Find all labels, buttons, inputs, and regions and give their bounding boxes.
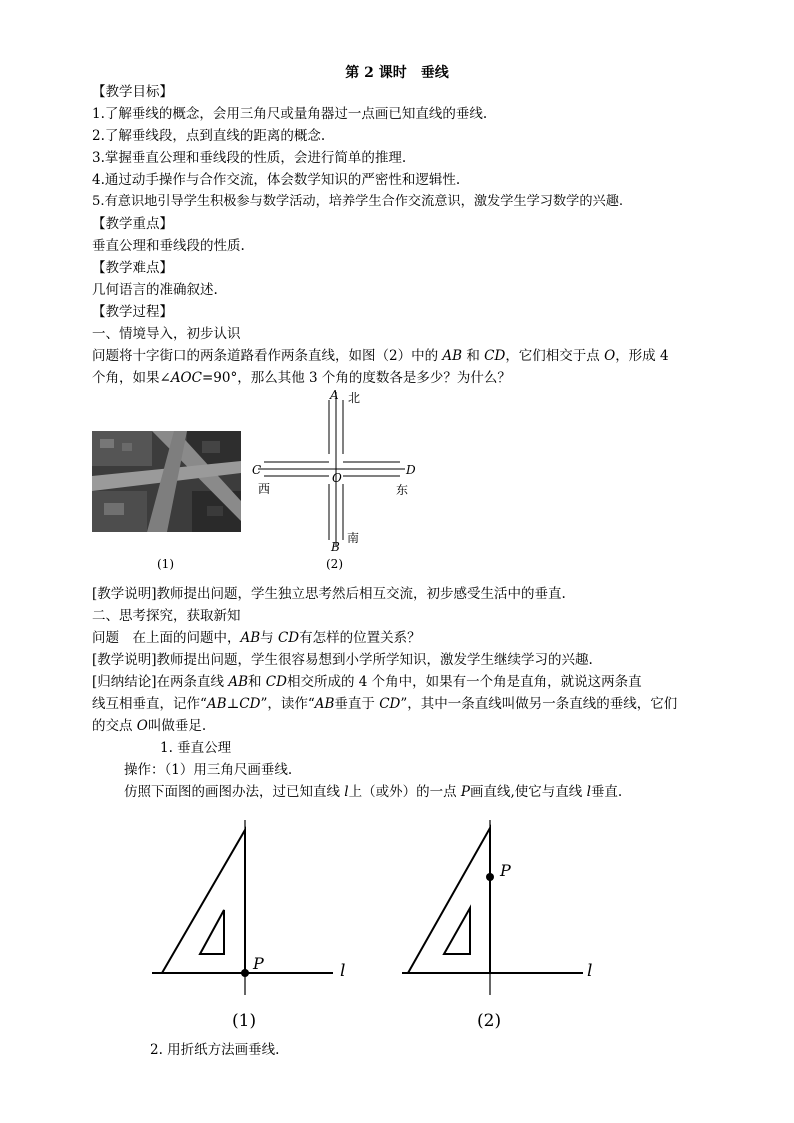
- label-o: O: [332, 471, 342, 485]
- point-p-foot: [241, 969, 249, 977]
- question-2: 问题 在上面的问题中，AB与 CD有怎样的位置关系？: [92, 630, 421, 646]
- fig-2-label-p: P: [500, 861, 511, 880]
- objective-item: 3.掌握垂直公理和垂线段的性质，会进行简单的推理.: [92, 150, 407, 166]
- teaching-note-1: [教学说明]教师提出问题，学生独立思考然后相互交流，初步感受生活中的垂直.: [92, 586, 566, 602]
- figure-1-caption-2: (2): [326, 557, 343, 571]
- fig-1-label-l: l: [340, 961, 346, 981]
- figure-2-caption-2: (2): [477, 1011, 502, 1031]
- fig-2-label-l: l: [587, 961, 593, 981]
- figure-1-caption-1: (1): [157, 557, 174, 571]
- objective-item: 1.了解垂线的概念，会用三角尺或量角器过一点画已知直线的垂线.: [92, 106, 488, 122]
- axiom-title: 1. 垂直公理: [160, 740, 232, 756]
- aerial-crossroad-photo: [92, 431, 241, 532]
- label-c: C: [252, 463, 262, 477]
- objective-item: 2.了解垂线段，点到直线的距离的概念.: [92, 128, 326, 144]
- page-title: 第 2 课时 垂线: [345, 65, 449, 81]
- set-square-figures: [140, 820, 620, 1035]
- objective-item: 4.通过动手操作与合作交流，体会数学知识的严密性和逻辑性.: [92, 172, 461, 188]
- question-1-line-1: 问题将十字街口的两条道路看作两条直线，如图（2）中的 AB 和 CD，它们相交于点 O，形成 4: [92, 348, 669, 364]
- figure-2-caption-1: (1): [232, 1011, 257, 1031]
- conclusion-line-1: [归纳结论]在两条直线 AB和 CD相交所成的 4 个角中，如果有一个角是直角，就说这两条直: [92, 674, 642, 690]
- label-d: D: [406, 463, 416, 477]
- key-points-heading: 【教学重点】: [92, 216, 173, 232]
- section-1-heading: 一、情境导入，初步认识: [92, 326, 241, 342]
- crossroad-diagram: [250, 384, 430, 554]
- axiom-operation: 操作：（1）用三角尺画垂线.: [124, 762, 293, 778]
- difficulties-heading: 【教学难点】: [92, 260, 173, 276]
- label-a: A: [330, 388, 339, 402]
- label-north: 北: [348, 391, 361, 405]
- label-b: B: [331, 540, 340, 554]
- key-points-text: 垂直公理和垂线段的性质.: [92, 238, 245, 254]
- question-1-line-2: 个角，如果∠AOC=90°，那么其他 3 个角的度数各是多少？为什么？: [92, 370, 511, 386]
- process-heading: 【教学过程】: [92, 304, 173, 320]
- section-2-heading: 二、思考探究，获取新知: [92, 608, 241, 624]
- point-p-outside: [486, 873, 494, 881]
- teaching-note-2: [教学说明]教师提出问题，学生很容易想到小学所学知识，激发学生继续学习的兴趣.: [92, 652, 593, 668]
- fold-method-title: 2. 用折纸方法画垂线.: [150, 1042, 280, 1058]
- objective-item: 5.有意识地引导学生积极参与数学活动，培养学生合作交流意识，激发学生学习数学的兴趣.: [92, 194, 624, 209]
- conclusion-line-2: 线互相垂直，记作“AB⊥CD”，读作“AB垂直于 CD”，其中一条直线叫做另一条直线的垂线，它们: [92, 696, 678, 712]
- conclusion-line-3: 的交点 O叫做垂足.: [92, 718, 207, 734]
- difficulties-text: 几何语言的准确叙述.: [92, 282, 218, 298]
- label-west: 西: [258, 482, 271, 496]
- label-south: 南: [347, 531, 360, 545]
- axiom-instruction: 仿照下面图的画图办法，过已知直线 l上（或外）的一点 P画直线,使它与直线 l垂直.: [124, 784, 623, 800]
- fig-1-label-p: P: [253, 954, 264, 973]
- objectives-heading: 【教学目标】: [92, 84, 173, 100]
- label-east: 东: [396, 483, 409, 497]
